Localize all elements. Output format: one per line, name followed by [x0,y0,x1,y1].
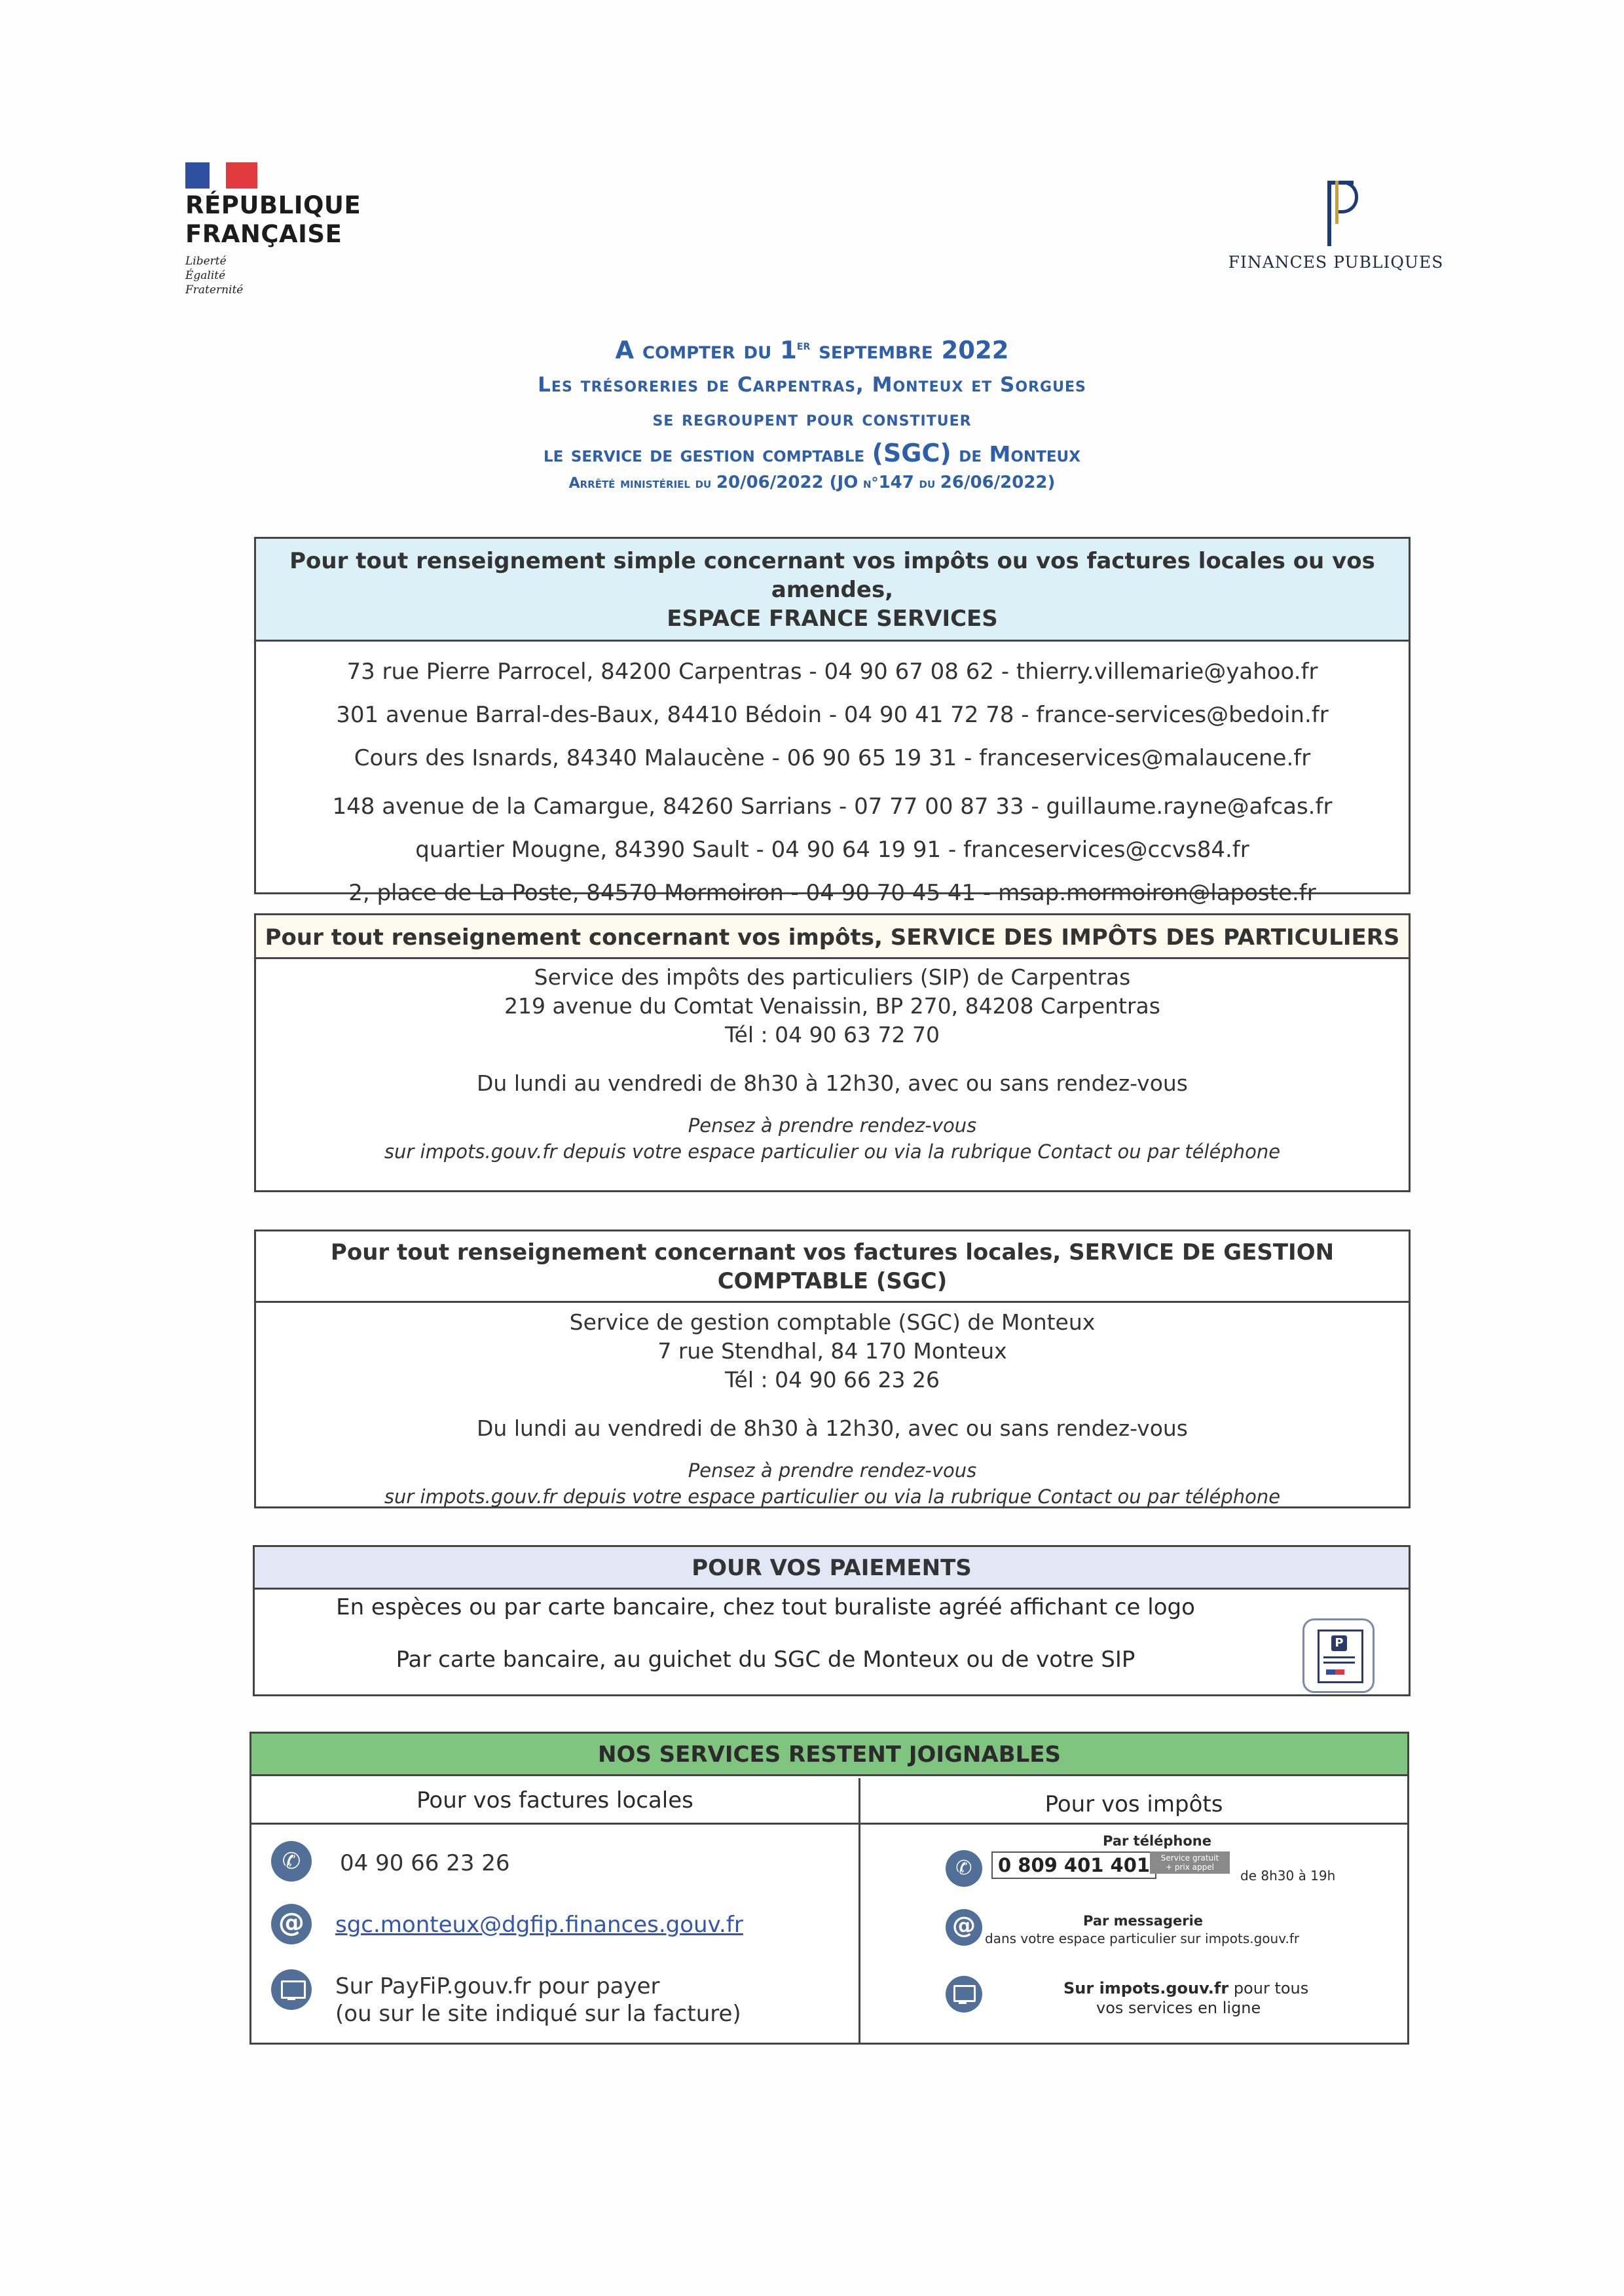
sip-note-line1: Pensez à prendre rendez-vous [688,1114,977,1137]
rf-motto-egalite: Égalité [185,269,226,282]
sip-address: 219 avenue du Comtat Venaissin, BP 270, 84208 Carpentras [504,993,1160,1019]
paiement-proximite-logo-icon: P [1288,1618,1386,1690]
sgc-contact-phone: 04 90 66 23 26 [340,1850,510,1876]
impots-phone-hours: de 8h30 à 19h [1240,1868,1336,1884]
paiements-guichet: Par carte bancaire, au guichet du SGC de Monteux ou de votre SIP [396,1647,1135,1673]
sip-header: Pour tout renseignement concernant vos impôts, SERVICE DES IMPÔTS DES PARTICULIERS [256,915,1409,959]
france-services-carpentras: 73 rue Pierre Parrocel, 84200 Carpentras - 04 90 67 08 62 - thierry.villemarie@yahoo.fr [346,659,1318,685]
factures-locales-column-title: Pour vos factures locales [251,1778,858,1825]
joignables-header: NOS SERVICES RESTENT JOIGNABLES [251,1734,1407,1776]
sgc-note-line2: sur impots.gouv.fr depuis votre espace particulier ou via la rubrique Contact ou par téléphone [384,1485,1281,1508]
phone-icon: ✆ [946,1850,982,1887]
sip-name: Service des impôts des particuliers (SIP) de Carpentras [534,964,1131,990]
paiements-header: POUR VOS PAIEMENTS [255,1547,1409,1590]
france-services-bedoin: 301 avenue Barral-des-Baux, 84410 Bédoin - 04 90 41 72 78 - france-services@bedoin.fr [336,702,1329,728]
republique-francaise-logo [185,162,361,297]
sgc-box [254,1230,1411,1508]
france-services-mormoiron: 2, place de La Poste, 84570 Mormoiron - 04 90 70 45 41 - msap.mormoiron@laposte.fr [348,880,1316,906]
computer-screen-icon [271,1969,312,2010]
rf-name-line2: FRANÇAISE [185,220,342,248]
impots-web-line1: Sur impots.gouv.fr pour tous [1063,1979,1309,1997]
computer-screen-icon [946,1976,982,2013]
sip-tel: Tél : 04 90 63 72 70 [724,1022,940,1048]
title-decree: Arrêté ministériel du 20/06/2022 (JO n°147 du 26/06/2022) [568,473,1056,493]
flag-icon [185,162,257,189]
sgc-name: Service de gestion comptable (SGC) de Monteux [569,1309,1096,1335]
paiements-buraliste: En espèces ou par carte bancaire, chez tout buraliste agréé affichant ce logo [336,1594,1195,1620]
fp-monogram-icon [1313,177,1359,249]
sip-note-line2: sur impots.gouv.fr depuis votre espace particulier ou via la rubrique Contact ou par téléphone [384,1140,1281,1163]
impots-web-line2: vos services en ligne [1096,1999,1261,2017]
france-services-sault: quartier Mougne, 84390 Sault - 04 90 64 19 91 - franceservices@ccvs84.fr [415,837,1249,863]
sgc-contact-email-link[interactable]: sgc.monteux@dgfip.finances.gouv.fr [335,1912,743,1938]
finances-publiques-logo [1225,177,1447,272]
france-services-header: Pour tout renseignement simple concernant vos impôts ou vos factures locales ou vos amendes, ESPACE FRANCE SERVICES [256,539,1409,642]
sgc-address: 7 rue Stendhal, 84 170 Monteux [657,1338,1007,1364]
impots-msg-text: dans votre espace particulier sur impots.gouv.fr [985,1931,1300,1946]
impots-msg-label: Par messagerie [1083,1913,1204,1929]
phone-icon: ✆ [271,1841,312,1882]
rf-motto-liberte: Liberté [185,255,227,268]
france-services-box [254,537,1411,906]
sgc-header: Pour tout renseignement concernant vos factures locales, SERVICE DE GESTION COMPTABLE (SGC) [256,1231,1409,1303]
impots-phone-label: Par téléphone [1103,1833,1211,1849]
column-divider [858,1778,860,2043]
finances-publiques-name: FINANCES PUBLIQUES [1228,253,1444,272]
sgc-hours: Du lundi au vendredi de 8h30 à 12h30, avec ou sans rendez-vous [477,1415,1188,1441]
title-line4: le service de gestion comptable (SGC) de Monteux [544,439,1080,468]
email-icon: @ [946,1909,982,1946]
payfip-line2: (ou sur le site indiqué sur la facture) [335,2001,741,2027]
rf-motto-fraternite: Fraternité [185,283,244,297]
title-line3: se regroupent pour constituer [652,407,972,431]
impots-phone-tag: Service gratuit + prix appel [1150,1851,1230,1874]
page-title [367,327,1257,495]
france-services-sarrians: 148 avenue de la Camargue, 84260 Sarrians - 07 77 00 87 33 - guillaume.rayne@afcas.fr [332,793,1333,820]
impots-column-title: Pour vos impôts [860,1778,1407,1825]
joignables-box [249,1732,1409,2045]
title-line2: Les trésoreries de Carpentras, Monteux et Sorgues [538,373,1086,397]
impots-phone-number: 0 809 401 401 [991,1851,1156,1879]
sip-hours: Du lundi au vendredi de 8h30 à 12h30, avec ou sans rendez-vous [477,1070,1188,1096]
sip-box [254,913,1411,1192]
sgc-tel: Tél : 04 90 66 23 26 [724,1367,940,1393]
title-line1: A compter du 1er septembre 2022 [615,336,1009,365]
france-services-malaucene: Cours des Isnards, 84340 Malaucène - 06 90 65 19 31 - franceservices@malaucene.fr [354,745,1311,771]
paiements-box [253,1545,1411,1696]
email-icon: @ [271,1904,312,1944]
rf-name-line1: RÉPUBLIQUE [185,191,361,219]
sgc-note-line1: Pensez à prendre rendez-vous [688,1459,977,1482]
payfip-line1: Sur PayFiP.gouv.fr pour payer [335,1973,660,1999]
